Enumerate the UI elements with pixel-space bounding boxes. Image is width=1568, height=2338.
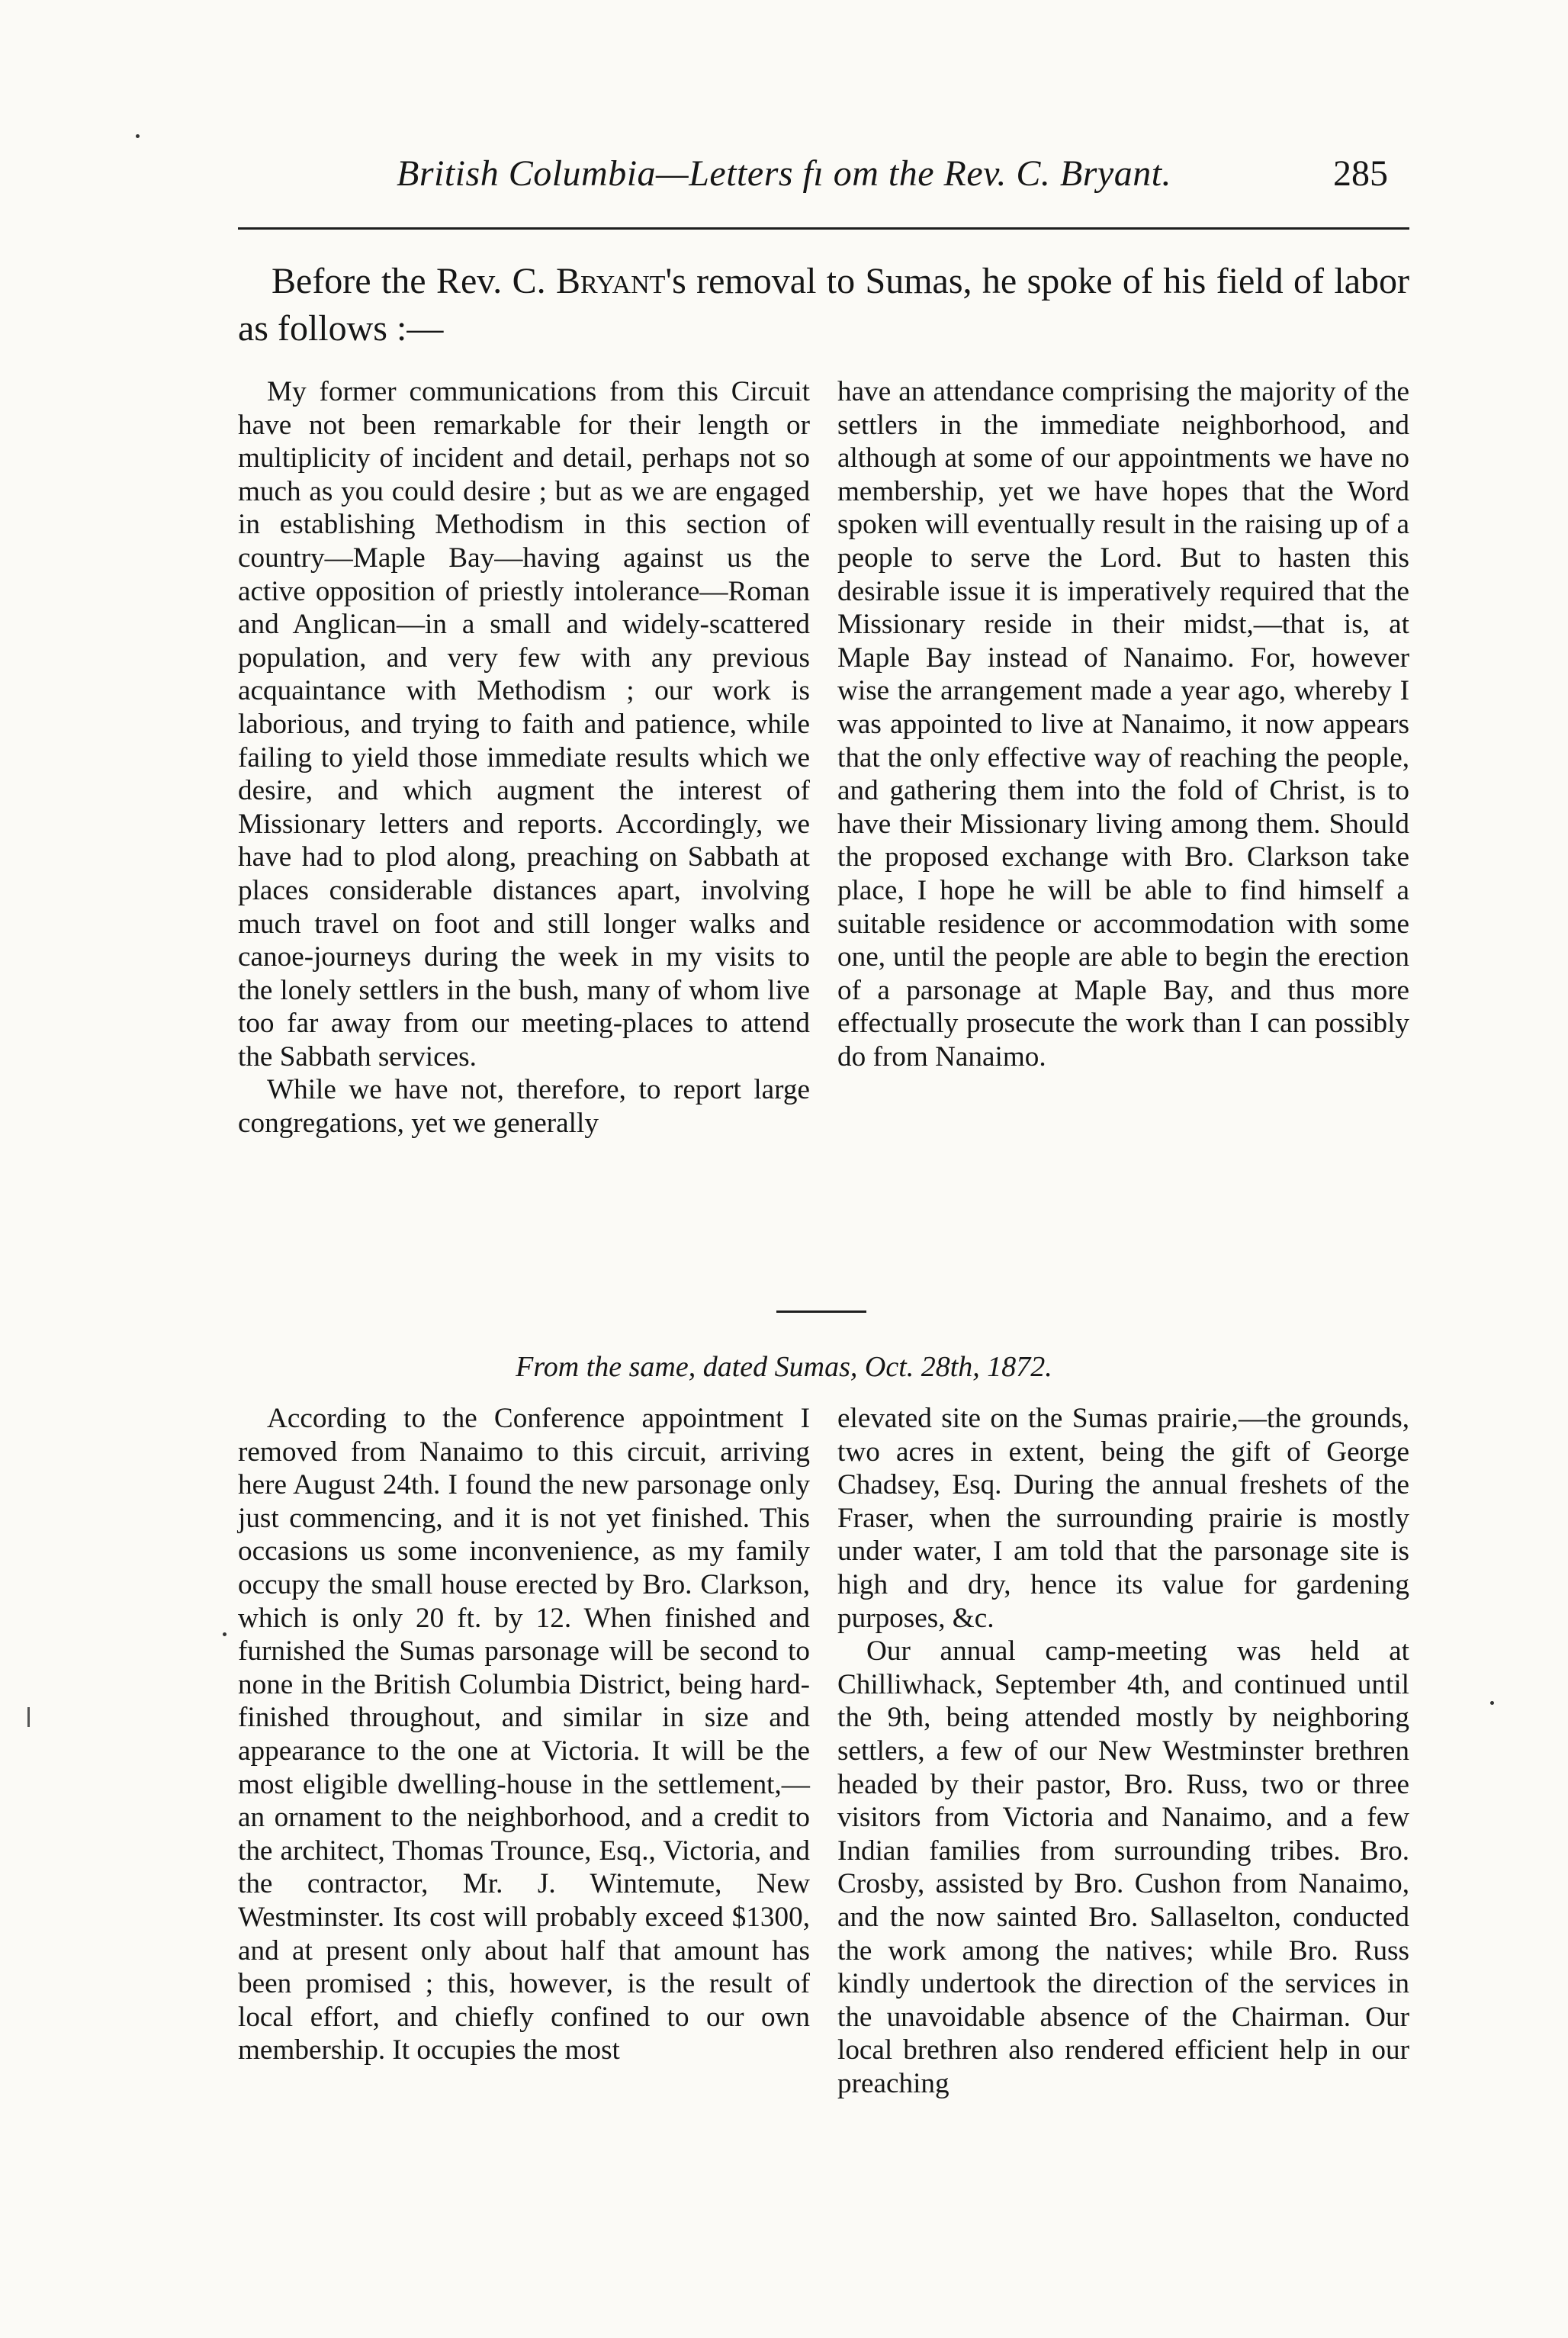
print-speck: [1490, 1701, 1494, 1705]
print-speck: [223, 1632, 227, 1636]
paragraph: My former communications from this Circuit have not been remarkable for their length or multiplicity of incident and detail, perhaps not so much as you could desire ; but as we are engaged in establishing Methodism in this section of country—Maple Bay—having against us the active opposition of priestly intolerance—Roman and Anglican—in a small and widely-scattered population, and very few with any previous acquaintance with Methodism ; our work is laborious, and trying to faith and patience, while failing to yield those immediate results which we desire, and which augment the interest of Missionary letters and reports. Accordingly, we have had to plod along, preaching on Sabbath at places considerable distances apart, involving much travel on foot and still longer walks and canoe-journeys during the week in my visits to the lonely settlers in the bush, many of whom live too far away from our meeting-places to attend the Sabbath services.: [238, 376, 810, 1073]
paragraph: Our annual camp-meeting was held at Chilliwhack, September 4th, and continued until the 9th, being attended mostly by neighboring settlers, a few of our New Westminster brethren headed by their pastor, Bro. Russ, two or three visitors from Victoria and Nanaimo, and a few Indian families from surrounding tribes. Bro. Crosby, assisted by Bro. Cushon from Nanaimo, and the now sainted Bro. Sallaselton, conducted the work among the natives; while Bro. Russ kindly undertook the direction of the services in the unavoidable absence of the Chairman. Our local brethren also rendered efficient help in our preaching: [837, 1635, 1409, 2099]
letter2-column-right: [837, 1402, 1409, 2100]
margin-mark: [27, 1707, 30, 1727]
paragraph: elevated site on the Sumas prairie,—the grounds, two acres in extent, being the gift of George Chadsey, Esq. During the annual freshets of the Fraser, when the surrounding prairie is mostly under water, I am told that the parsonage site is high and dry, hence its value for gardening purposes, &c.: [837, 1403, 1409, 1634]
header-rule: [238, 227, 1409, 230]
intro-after: 's removal to Sumas, he spoke of his field of labor as follows :—: [238, 261, 1409, 349]
intro-before: Before the Rev. C.: [272, 261, 556, 301]
intro-name: Bryant: [555, 261, 666, 301]
letter1-column-right: [837, 375, 1409, 1073]
page-number: 285: [1333, 153, 1388, 194]
page-header: [0, 153, 1568, 214]
paragraph: While we have not, therefore, to report large congregations, yet we generally: [238, 1074, 810, 1140]
print-speck: [136, 134, 140, 138]
running-title: British Columbia—Letters fı om the Rev. C. Bryant.: [397, 153, 1172, 194]
letter1-column-left: [238, 375, 810, 1140]
intro-paragraph: [238, 258, 1409, 352]
paragraph: According to the Conference appointment I removed from Nanaimo to this circuit, arriving here August 24th. I found the new parsonage only just commencing, and it is not yet finished. This occasions us some inconvenience, as my family occupy the small house erected by Bro. Clarkson, which is only 20 ft. by 12. When finished and furnished the Sumas parsonage will be second to none in the British Columbia District, being hard-finished throughout, and similar in size and appearance to the one at Victoria. It will be the most eligible dwelling-house in the settlement,—an ornament to the neighborhood, and a credit to the architect, Thomas Trounce, Esq., Victoria, and the contractor, Mr. J. Wintemute, New Westminster. Its cost will probably exceed $1300, and at present only about half that amount has been promised ; this, however, is the result of local effort, and chiefly confined to our own membership. It occupies the most: [238, 1403, 810, 2066]
letter2-column-left: [238, 1402, 810, 2067]
paragraph: have an attendance comprising the majority of the settlers in the immediate neighborhood, and although at some of our appointments we have no membership, yet we have hopes that the Word spoken will eventually result in the raising up of a people to serve the Lord. But to hasten this desirable issue it is imperatively required that the Missionary reside in their midst,—that is, at Maple Bay instead of Nanaimo. For, however wise the arrangement made a year ago, whereby I was appointed to live at Nanaimo, it now appears that the only effective way of reaching the people, and gathering them into the fold of Christ, is to have their Missionary living among them. Should the proposed exchange with Bro. Clarkson take place, I hope he will be able to find himself a suitable residence or accommodation with some one, until the people are able to begin the erection of a parsonage at Maple Bay, and thus more effectually prosecute the work than I can possibly do from Nanaimo.: [837, 376, 1409, 1073]
section-divider: [776, 1311, 866, 1313]
letter2-dateline: From the same, dated Sumas, Oct. 28th, 1872.: [516, 1351, 1052, 1383]
